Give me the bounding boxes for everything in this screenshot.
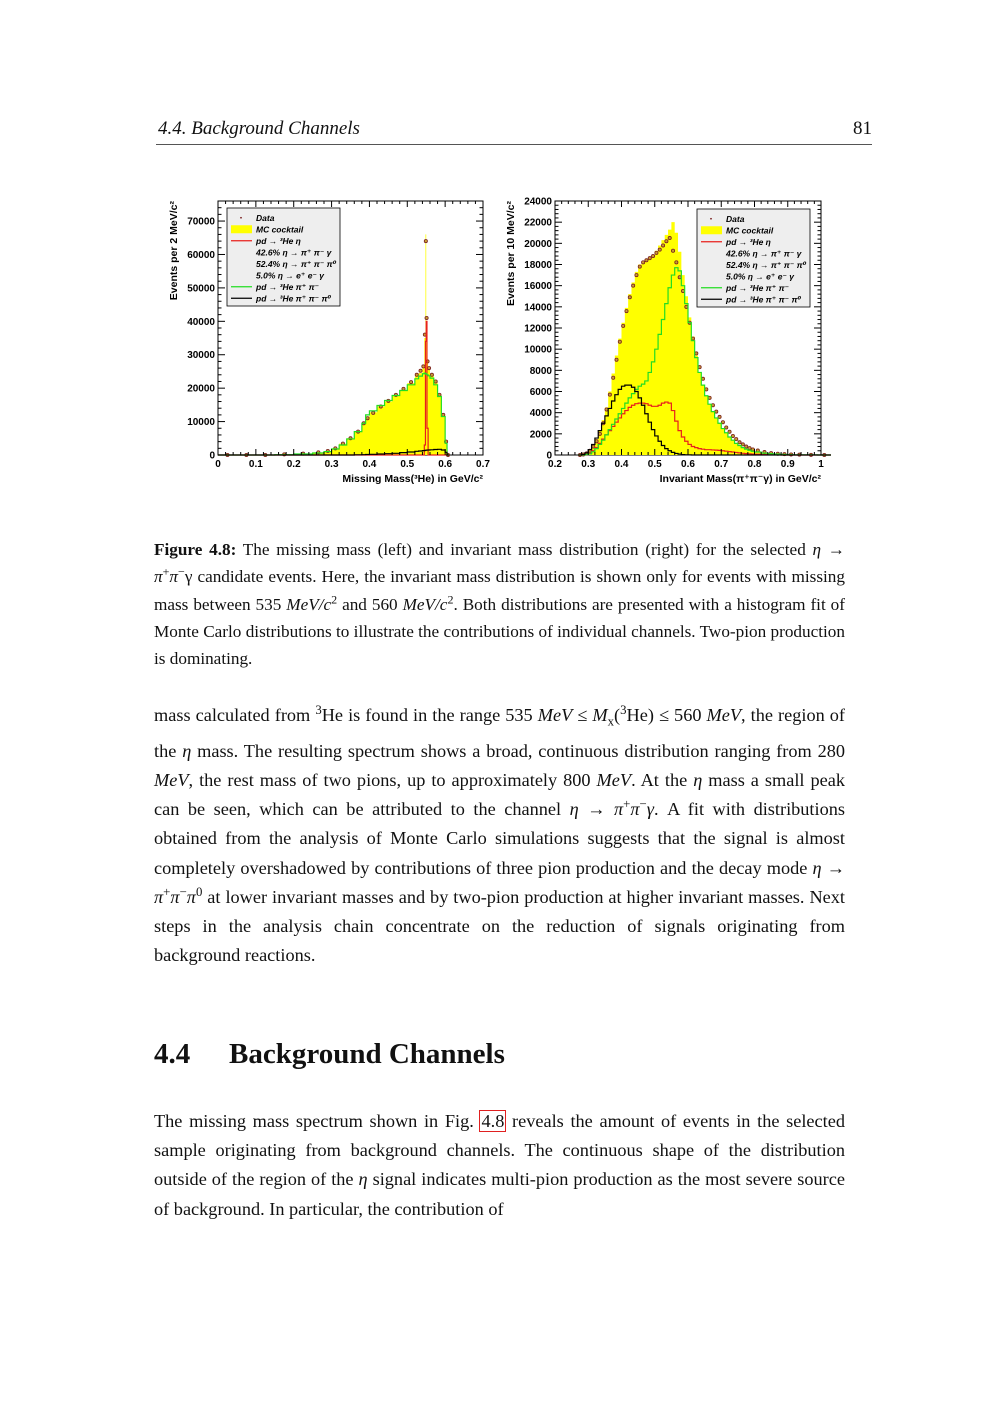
- caption-text: and 560: [337, 594, 403, 614]
- y-tick-label: 8000: [529, 365, 552, 377]
- running-head: [156, 116, 872, 145]
- y-tick-label: 50000: [187, 283, 215, 295]
- x-tick-label: 0: [215, 459, 221, 470]
- text: mass. The resulting spectrum shows a broad, continuous distribution ranging from 280: [191, 740, 845, 761]
- caption-text: γ candidate events. Here, the invariant mass distribution is shown only for events with missing mass between 535: [154, 567, 845, 614]
- data-point: [625, 309, 628, 312]
- x-tick-label: 0.8: [747, 459, 762, 470]
- data-point: [415, 373, 418, 376]
- x-tick-label: 0.1: [248, 459, 263, 470]
- text: The missing mass spectrum shown in Fig.: [154, 1111, 481, 1131]
- data-point: [372, 411, 375, 414]
- y-tick-label: 20000: [524, 238, 552, 250]
- caption-label: Figure 4.8:: [154, 540, 237, 559]
- legend-entry-br2: 52.4% η → π⁺ π⁻ π⁰: [256, 258, 337, 269]
- caption-math: π: [169, 567, 179, 587]
- caption-sup: +: [162, 564, 170, 579]
- math: M: [592, 705, 608, 725]
- legend-swatch-mc: [701, 226, 722, 234]
- figure-right-invariant-mass: [500, 190, 840, 490]
- y-tick-label: 2000: [529, 429, 552, 441]
- legend-entry-threepi: pd → ³He π⁺ π⁻ π⁰: [256, 293, 332, 304]
- text: . A fit with distributions obtained from the analysis of Monte Carlo simulations suggests that the signal is almost completely overshadowed by contributions of three pion production and the decay mode: [154, 799, 845, 878]
- legend-entry-mc: MC cocktail: [256, 224, 304, 235]
- data-point: [615, 358, 618, 361]
- caption-text: The missing mass (left) and invariant mass distribution (right) for the selected: [236, 540, 813, 559]
- data-point: [642, 261, 645, 264]
- y-tick-label: 24000: [524, 196, 552, 208]
- legend-marker-data: [710, 218, 712, 220]
- text: (: [614, 705, 621, 725]
- sup: +: [623, 797, 631, 812]
- data-point: [366, 417, 369, 420]
- text: reveals the amount of events in the selected sample originating from background channels. The continuous shape of the distribution outside of the region of the: [154, 1111, 845, 1190]
- x-tick-label: 0.5: [647, 459, 662, 470]
- legend-entry-data: Data: [256, 212, 275, 223]
- math: η → π: [569, 799, 624, 820]
- data-point: [648, 257, 651, 260]
- sub: x: [607, 714, 615, 729]
- caption-text: . Both distributions are presented with a histogram fit of Monte Carlo distributions to illustrate the contributions of individual channels. Two-pion production is dominating.: [154, 594, 845, 669]
- x-tick-label: 0.6: [681, 459, 695, 470]
- y-tick-label: 14000: [524, 302, 552, 314]
- data-point: [651, 254, 654, 257]
- math: MeV: [154, 770, 189, 791]
- data-point: [668, 236, 671, 239]
- data-point: [612, 376, 615, 379]
- text: mass a small peak can be seen, which can be attributed to the channel: [154, 770, 845, 820]
- legend-entry-eta: pd → ³He η: [726, 236, 771, 247]
- data-point: [419, 369, 422, 372]
- legend-entry-twopi: pd → ³He π⁺ π⁻: [726, 282, 790, 293]
- x-tick-label: 0.7: [714, 459, 729, 470]
- sup: 3: [315, 702, 322, 717]
- data-point: [628, 296, 631, 299]
- y-tick-label: 6000: [529, 387, 552, 398]
- legend-entry-twopi: pd → ³He π⁺ π⁻: [256, 281, 320, 292]
- text: . At the: [631, 770, 694, 791]
- x-tick-label: 0.3: [581, 459, 596, 470]
- x-tick-label: 0.4: [362, 459, 377, 470]
- math: π: [170, 886, 180, 907]
- math: π: [630, 799, 640, 820]
- text: , the region of the: [154, 705, 845, 761]
- x-tick-label: 0.5: [400, 459, 415, 470]
- text: signal indicates multi-pion production as the most severe source of background. In particular, the contribution of: [154, 1169, 845, 1219]
- data-point: [422, 365, 425, 368]
- data-point: [632, 284, 635, 287]
- y-tick-label: 30000: [187, 350, 215, 362]
- sup: 3: [620, 702, 627, 717]
- math: π: [186, 886, 196, 907]
- y-tick-label: 18000: [524, 260, 552, 271]
- y-tick-label: 22000: [524, 217, 552, 229]
- legend-swatch-mc: [231, 225, 252, 233]
- text: , the rest mass of two pions, up to approximately 800: [188, 770, 597, 791]
- text: ≤: [572, 705, 593, 725]
- data-point: [655, 251, 658, 254]
- data-point: [645, 259, 648, 262]
- x-tick-label: 0.4: [614, 459, 629, 470]
- sup: −: [179, 884, 187, 899]
- x-tick-label: 0.2: [548, 459, 562, 470]
- legend-entry-data: Data: [726, 213, 745, 224]
- legend-entry-mc: MC cocktail: [726, 225, 774, 236]
- legend: [697, 209, 810, 307]
- math: η: [358, 1169, 368, 1190]
- x-tick-label: 0.7: [476, 459, 490, 470]
- section-title: Background Channels: [229, 1038, 505, 1070]
- legend-entry-threepi: pd → ³He π⁺ π⁻ π⁰: [726, 294, 802, 305]
- data-point: [661, 244, 664, 247]
- x-axis-label: Invariant Mass(π⁺π⁻γ) in GeV/c²: [659, 473, 821, 485]
- section-number: 4.4: [154, 1038, 191, 1070]
- legend-entry-br3: 5.0% η → e⁺ e⁻ γ: [726, 271, 795, 282]
- legend-entry-br1: 42.6% η → π⁺ π⁻ γ: [726, 248, 802, 259]
- text: He is found in the range 535: [321, 705, 538, 725]
- y-tick-label: 0: [209, 450, 215, 462]
- data-point: [658, 248, 661, 251]
- math: MeV: [596, 770, 632, 791]
- data-point: [409, 381, 412, 384]
- figure-reference-link[interactable]: 4.8: [481, 1111, 505, 1131]
- data-point: [671, 249, 674, 252]
- x-tick-label: 0.6: [438, 459, 453, 470]
- legend-entry-eta: pd → ³He η: [256, 235, 301, 246]
- sup: +: [163, 884, 171, 899]
- section-heading: [154, 1038, 505, 1071]
- figure-caption: [154, 536, 845, 672]
- legend-marker-data: [240, 217, 242, 219]
- y-tick-label: 60000: [187, 249, 215, 261]
- data-point: [425, 316, 428, 319]
- y-tick-label: 0: [546, 450, 552, 462]
- data-point: [635, 273, 638, 276]
- math: η: [693, 770, 703, 791]
- y-tick-label: 10000: [524, 344, 552, 356]
- body-paragraph: [154, 1107, 845, 1224]
- y-tick-label: 70000: [187, 216, 215, 228]
- x-axis-label: Missing Mass(³He) in GeV/c²: [342, 473, 483, 485]
- x-tick-label: 0.3: [324, 459, 339, 470]
- body-paragraph: [154, 701, 845, 970]
- legend: [227, 208, 340, 306]
- caption-sup: −: [178, 564, 185, 579]
- text: mass calculated from: [154, 705, 316, 725]
- data-point: [622, 324, 625, 327]
- legend-entry-br3: 5.0% η → e⁺ e⁻ γ: [256, 270, 325, 281]
- math: MeV: [706, 705, 742, 725]
- y-tick-label: 12000: [524, 323, 552, 335]
- math: MeV: [537, 705, 573, 725]
- data-point: [675, 261, 678, 264]
- missing-mass-chart: [160, 190, 500, 490]
- y-tick-label: 4000: [529, 408, 552, 420]
- figure-left-missing-mass: [160, 190, 500, 490]
- caption-sup: 2: [331, 591, 338, 606]
- math: η: [182, 740, 192, 761]
- y-tick-label: 10000: [187, 417, 215, 429]
- data-point: [618, 340, 621, 343]
- text: He) ≤ 560: [626, 705, 707, 725]
- y-axis-label: Events per 10 MeV/c²: [505, 201, 517, 307]
- data-point: [638, 265, 641, 268]
- data-point: [434, 380, 437, 383]
- data-point: [665, 240, 668, 243]
- data-point: [424, 240, 427, 243]
- invariant-mass-chart: [500, 190, 840, 490]
- y-axis-label: Events per 2 MeV/c²: [168, 201, 180, 301]
- y-tick-label: 40000: [187, 316, 215, 328]
- caption-math: η → π: [154, 540, 845, 587]
- data-point: [430, 373, 433, 376]
- math: γ: [646, 799, 654, 820]
- caption-math: MeV/c: [286, 594, 332, 614]
- x-tick-label: 0.2: [286, 459, 301, 470]
- caption-math: MeV/c: [402, 594, 448, 614]
- y-tick-label: 20000: [187, 383, 215, 395]
- caption-sup: 2: [447, 591, 454, 606]
- legend-entry-br1: 42.6% η → π⁺ π⁻ γ: [256, 247, 332, 258]
- y-tick-label: 16000: [524, 281, 552, 293]
- legend-entry-br2: 52.4% η → π⁺ π⁻ π⁰: [726, 259, 807, 270]
- data-point: [608, 393, 611, 396]
- data-point: [427, 367, 430, 370]
- text: at lower invariant masses and by two-pion production at higher invariant masses. Next steps in the analysis chain concentrate on the reduction of signals originating from background reactions.: [154, 886, 845, 966]
- x-tick-label: 1: [818, 459, 824, 470]
- x-tick-label: 0.9: [780, 459, 795, 470]
- sup: −: [639, 797, 647, 812]
- math: η → π: [154, 857, 845, 907]
- running-head-section: 4.4. Background Channels: [158, 118, 360, 139]
- page-number: 81: [853, 118, 872, 139]
- sup: 0: [195, 884, 203, 899]
